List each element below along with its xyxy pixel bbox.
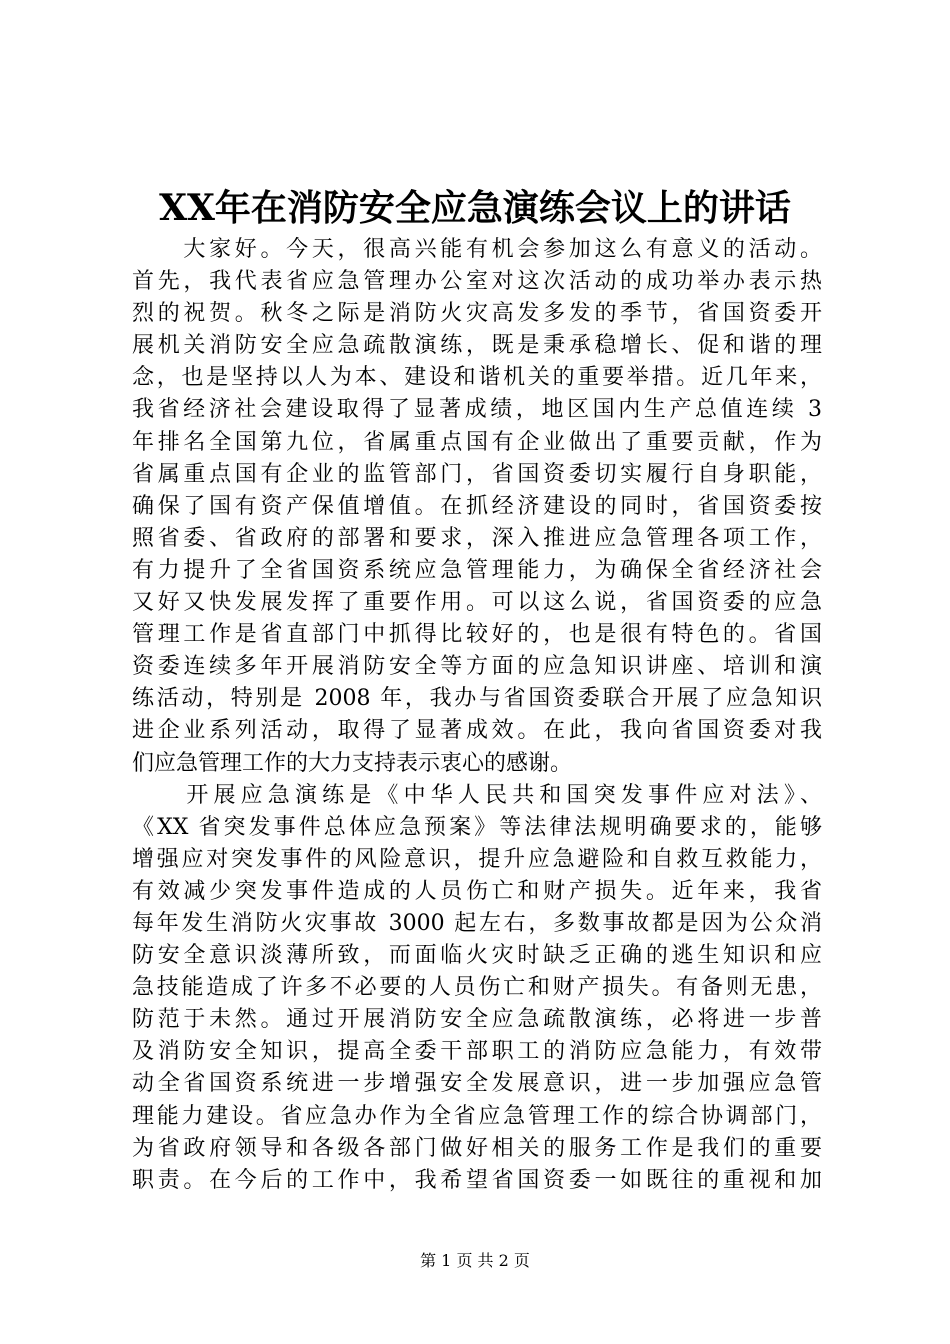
text-line: 及消防安全知识，提高全委干部职工的消防应急能力，有效带 — [132, 1039, 822, 1065]
text-line: 又好又快发展发挥了重要作用。可以这么说，省国资委的应急 — [132, 590, 822, 616]
text-line: 资委连续多年开展消防安全等方面的应急知识讲座、培训和演 — [132, 654, 822, 680]
text-line: 动全省国资系统进一步增强安全发展意识，进一步加强应急管 — [132, 1071, 822, 1097]
body-text — [132, 234, 822, 1197]
text-line: 有效减少突发事件造成的人员伤亡和财产损失。近年来，我省 — [132, 878, 822, 904]
text-line: 防范于未然。通过开展消防安全应急疏散演练，必将进一步普 — [132, 1007, 822, 1033]
text-line: 照省委、省政府的部署和要求，深入推进应急管理各项工作， — [132, 525, 822, 551]
text-line: 《XX 省突发事件总体应急预案》等法律法规明确要求的，能够 — [132, 814, 822, 840]
text-line: 练活动，特别是 2008 年，我办与省国资委联合开展了应急知识 — [132, 686, 822, 712]
page-number-footer: 第 1 页 共 2 页 — [420, 1251, 530, 1270]
text-line: 确保了国有资产保值增值。在抓经济建设的同时，省国资委按 — [132, 493, 822, 519]
text-line: 增强应对突发事件的风险意识，提升应急避险和自救互救能力， — [132, 846, 822, 872]
text-line: 首先，我代表省应急管理办公室对这次活动的成功举办表示热 — [132, 269, 822, 295]
text-line: 急技能造成了许多不必要的人员伤亡和财产损失。有备则无患， — [132, 975, 822, 1001]
text-line: 有力提升了全省国资系统应急管理能力，为确保全省经济社会 — [132, 557, 822, 583]
text-line: 年排名全国第九位，省属重点国有企业做出了重要贡献，作为 — [132, 429, 822, 455]
text-line: 烈的祝贺。秋冬之际是消防火灾高发多发的季节，省国资委开 — [132, 301, 822, 327]
text-line: 防安全意识淡薄所致，而面临火灾时缺乏正确的逃生知识和应 — [132, 943, 822, 969]
text-line: 开展应急演练是《中华人民共和国突发事件应对法》、 — [132, 782, 822, 808]
text-line: 念，也是坚持以人为本、建设和谐机关的重要举措。近几年来， — [132, 365, 822, 391]
text-line: 为省政府领导和各级各部门做好相关的服务工作是我们的重要 — [132, 1135, 822, 1161]
text-line: 理能力建设。省应急办作为全省应急管理工作的综合协调部门， — [132, 1103, 822, 1129]
text-line: 管理工作是省直部门中抓得比较好的，也是很有特色的。省国 — [132, 622, 822, 648]
text-line: 展机关消防安全应急疏散演练，既是秉承稳增长、促和谐的理 — [132, 333, 822, 359]
text-line: 职责。在今后的工作中，我希望省国资委一如既往的重视和加 — [132, 1167, 822, 1193]
text-line: 省属重点国有企业的监管部门，省国资委切实履行自身职能， — [132, 461, 822, 487]
page-title: XX年在消防安全应急演练会议上的讲话 — [159, 187, 791, 229]
text-line: 们应急管理工作的大力支持表示衷心的感谢。 — [132, 750, 573, 776]
text-line: 大家好。今天，很高兴能有机会参加这么有意义的活动。 — [132, 237, 822, 262]
text-line: 每年发生消防火灾事故 3000 起左右，多数事故都是因为公众消 — [132, 910, 822, 936]
text-line: 我省经济社会建设取得了显著成绩，地区国内生产总值连续 3 — [132, 397, 822, 423]
text-line: 进企业系列活动，取得了显著成效。在此，我向省国资委对我 — [132, 718, 822, 744]
